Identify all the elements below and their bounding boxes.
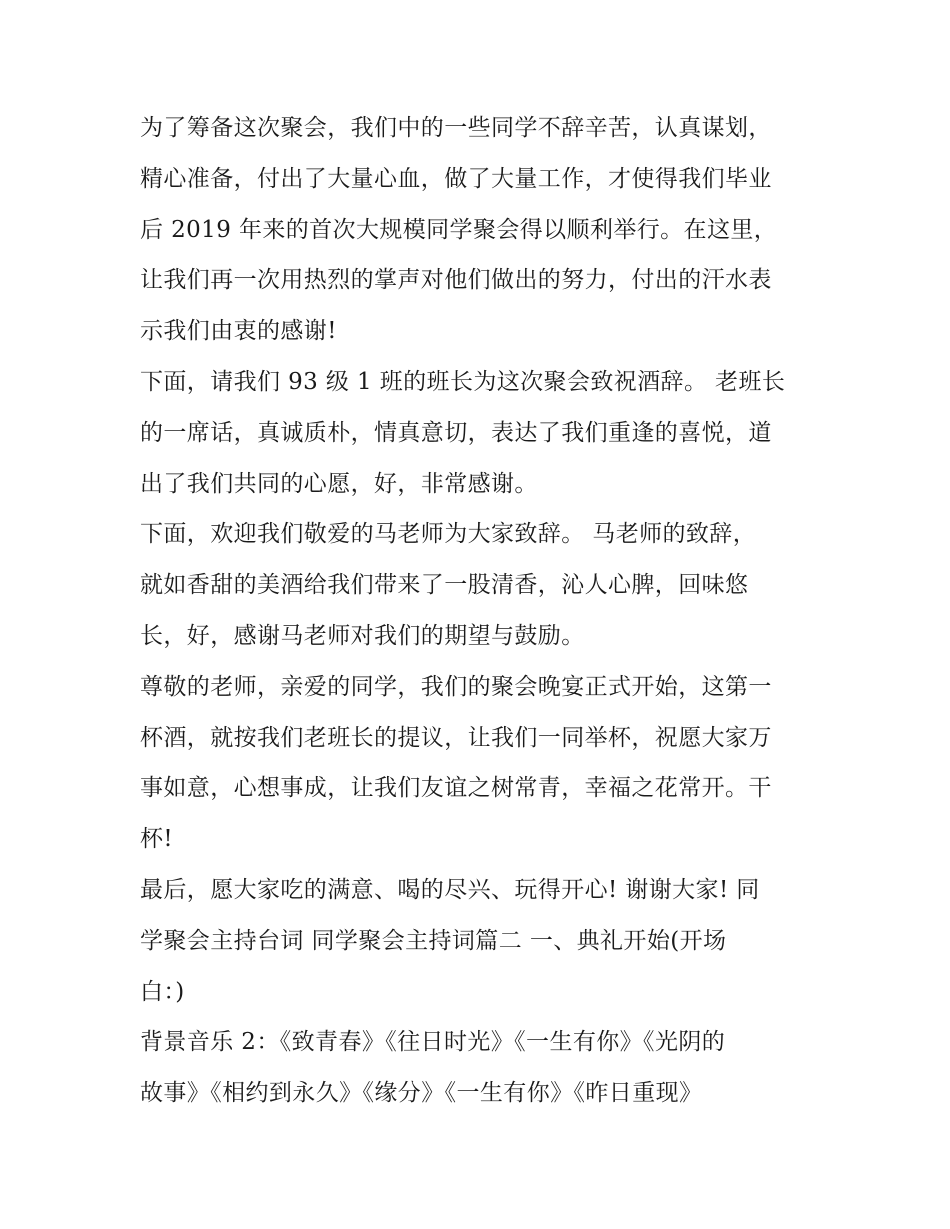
text-line: 学聚会主持台词 同学聚会主持词篇二 一、典礼开始(开场 bbox=[140, 927, 727, 954]
text-line: 的一席话，真诚质朴，情真意切，表达了我们重逢的喜悦，道 bbox=[140, 419, 772, 446]
text-line: 就如香甜的美酒给我们带来了一股清香，沁人心脾，回味悠 bbox=[140, 572, 749, 599]
text-line: 下面，欢迎我们敬爱的马老师为大家致辞。 马老师的致辞， bbox=[140, 521, 757, 548]
text-line: 示我们由衷的感谢! bbox=[140, 318, 337, 345]
text-line: 背景音乐 2：《致青春》《往日时光》《一生有你》《光阴的 bbox=[140, 1029, 726, 1056]
text-line: 白：) bbox=[140, 978, 185, 1005]
text-line: 杯! bbox=[140, 826, 174, 853]
text-line: 尊敬的老师，亲爱的同学，我们的聚会晚宴正式开始，这第一 bbox=[140, 673, 772, 700]
text-line: 下面，请我们 93 级 1 班的班长为这次聚会致祝酒辞。 老班长 bbox=[140, 368, 786, 395]
text-line: 事如意，心想事成，让我们友谊之树常青，幸福之花常开。干 bbox=[140, 775, 772, 802]
text-line: 后 2019 年来的首次大规模同学聚会得以顺利举行。在这里， bbox=[140, 216, 778, 243]
text-line: 故事》《相约到永久》《缘分》《一生有你》《昨日重现》 bbox=[140, 1080, 703, 1107]
document-body bbox=[140, 103, 815, 1119]
text-line: 让我们再一次用热烈的掌声对他们做出的努力，付出的汗水表 bbox=[140, 267, 772, 294]
text-line: 出了我们共同的心愿，好，非常感谢。 bbox=[140, 470, 538, 497]
text-line: 为了筹备这次聚会，我们中的一些同学不辞辛苦，认真谋划， bbox=[140, 115, 772, 141]
text-line: 长，好，感谢马老师对我们的期望与鼓励。 bbox=[140, 622, 585, 649]
text-line: 精心准备，付出了大量心血，做了大量工作，才使得我们毕业 bbox=[140, 165, 772, 192]
text-line: 最后，愿大家吃的满意、喝的尽兴、玩得开心! 谢谢大家! 同 bbox=[140, 876, 760, 903]
text-line: 杯酒，就按我们老班长的提议，让我们一同举杯，祝愿大家万 bbox=[140, 724, 772, 751]
